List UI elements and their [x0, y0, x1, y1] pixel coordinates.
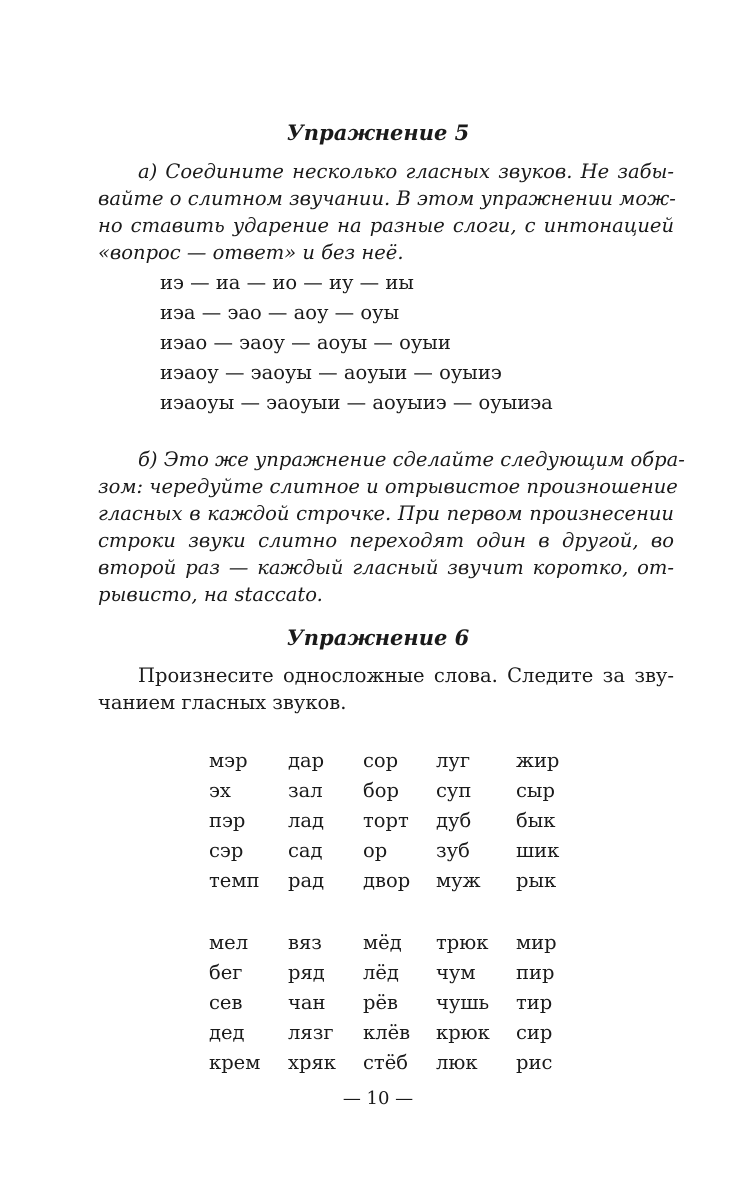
word-cell: трюк — [436, 931, 489, 954]
text-line: чанием гласных звуков. — [98, 691, 347, 714]
word-table-block-1 — [209, 746, 576, 896]
text-line: рывисто, на staccato. — [98, 583, 323, 606]
word-cell: сэр — [209, 839, 244, 862]
word-cell: крем — [209, 1051, 261, 1074]
word-cell: темп — [209, 869, 260, 892]
word-cell: рык — [516, 869, 557, 892]
text-line: зом: чередуйте слитное и отрывистое произношение — [98, 475, 678, 498]
word-cell: сор — [363, 749, 399, 772]
word-cell: клёв — [363, 1021, 411, 1044]
word-cell: лязг — [288, 1021, 334, 1044]
word-cell: мэр — [209, 749, 248, 772]
word-row — [209, 988, 576, 1018]
word-cell: сад — [288, 839, 323, 862]
word-cell: рис — [516, 1051, 553, 1074]
exercise-5-part-a-text — [98, 158, 674, 266]
word-cell: лад — [288, 809, 325, 832]
word-cell: двор — [363, 869, 411, 892]
word-cell: зал — [288, 779, 323, 802]
word-cell: чум — [436, 961, 476, 984]
word-cell: мел — [209, 931, 249, 954]
word-row — [209, 958, 576, 988]
word-cell: дуб — [436, 809, 472, 832]
text-line: строки звуки слитно переходят один в другой, во — [98, 529, 674, 552]
page-number: — 10 — — [342, 1088, 414, 1109]
word-row — [209, 776, 576, 806]
exercise-5-part-b-text — [98, 446, 685, 608]
word-cell: тир — [516, 991, 553, 1014]
text-line: второй раз — каждый гласный звучит коротко, от- — [98, 556, 674, 579]
word-cell: люк — [436, 1051, 478, 1074]
word-cell: сир — [516, 1021, 553, 1044]
word-row — [209, 806, 576, 836]
word-cell: чан — [288, 991, 326, 1014]
text-line: гласных в каждой строчке. При первом произнесении — [98, 502, 674, 525]
word-cell: крюк — [436, 1021, 490, 1044]
word-cell: шик — [516, 839, 560, 862]
vowel-sequence: иэ — иа — ио — иу — иы — [160, 271, 414, 294]
word-cell: сев — [209, 991, 243, 1014]
word-cell: вяз — [288, 931, 322, 954]
word-cell: суп — [436, 779, 472, 802]
vowel-sequence-list — [160, 268, 553, 418]
vowel-sequence: иэа — эао — аоу — оуы — [160, 301, 400, 324]
word-cell: эх — [209, 779, 231, 802]
word-cell: бег — [209, 961, 243, 984]
word-row — [209, 866, 576, 896]
vowel-sequence: иэаоу — эаоуы — аоуыи — оуыиэ — [160, 361, 502, 384]
word-cell: рад — [288, 869, 325, 892]
word-cell: мёд — [363, 931, 402, 954]
word-cell: чушь — [436, 991, 490, 1014]
word-cell: муж — [436, 869, 481, 892]
word-cell: луг — [436, 749, 471, 772]
text-line: «вопрос — ответ» и без неё. — [98, 241, 404, 264]
exercise-5-title: Упражнение 5 — [286, 120, 470, 145]
word-cell: ряд — [288, 961, 325, 984]
word-row — [209, 1048, 576, 1078]
word-row — [209, 836, 576, 866]
word-cell: бор — [363, 779, 399, 802]
exercise-6-title: Упражнение 6 — [286, 625, 470, 650]
word-cell: дар — [288, 749, 325, 772]
exercise-6-intro-text — [98, 662, 674, 716]
word-cell: торт — [363, 809, 409, 832]
text-line: но ставить ударение на разные слоги, с интонацией — [98, 214, 674, 237]
word-cell: бык — [516, 809, 556, 832]
word-cell: зуб — [436, 839, 470, 862]
word-table-block-2 — [209, 928, 576, 1078]
vowel-sequence: иэао — эаоу — аоуы — оуыи — [160, 331, 451, 354]
word-row — [209, 746, 576, 776]
text-line: вайте о слитном звучании. В этом упражнении мож- — [98, 187, 676, 210]
word-cell: пир — [516, 961, 555, 984]
text-line: б) Это же упражнение сделайте следующим обра- — [138, 448, 685, 471]
word-cell: хряк — [288, 1051, 336, 1074]
word-cell: сыр — [516, 779, 555, 802]
word-row — [209, 1018, 576, 1048]
word-cell: пэр — [209, 809, 246, 832]
word-cell: стёб — [363, 1051, 408, 1074]
word-cell: рёв — [363, 991, 399, 1014]
word-cell: лёд — [363, 961, 399, 984]
text-line: а) Соедините несколько гласных звуков. Не забы- — [138, 160, 674, 183]
vowel-sequence: иэаоуы — эаоуыи — аоуыиэ — оуыиэа — [160, 391, 553, 414]
word-cell: дед — [209, 1021, 245, 1044]
text-line: Произнесите односложные слова. Следите за зву- — [138, 664, 674, 687]
word-cell: ор — [363, 839, 388, 862]
word-cell: жир — [516, 749, 560, 772]
word-row — [209, 928, 576, 958]
word-cell: мир — [516, 931, 557, 954]
